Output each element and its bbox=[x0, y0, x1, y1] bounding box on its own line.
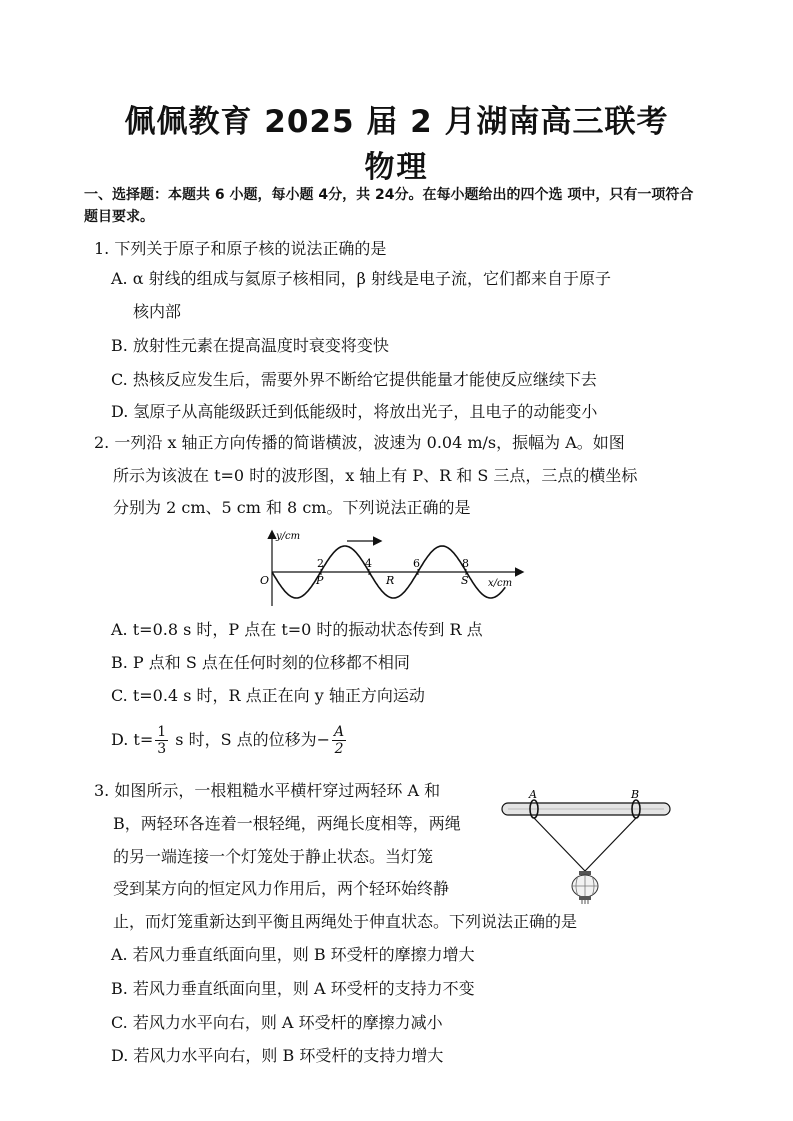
wave-figure bbox=[252, 528, 532, 612]
rope-b bbox=[585, 818, 636, 871]
q2-option-d-middle: s 时，S 点的位移为− bbox=[170, 730, 331, 749]
origin-label: O bbox=[260, 574, 270, 587]
fraction-denominator: 3 bbox=[157, 741, 167, 757]
q2-option-d-prefix: D. t= bbox=[111, 730, 154, 749]
fraction-numerator-a: A bbox=[334, 724, 345, 740]
fraction-one-third bbox=[155, 724, 168, 757]
q2-stem-line1: 2. 一列沿 x 轴正方向传播的简谐横波，波速为 0.04 m/s，振幅为 A。如图 bbox=[94, 433, 625, 452]
rope-a bbox=[534, 818, 585, 871]
q2-stem-line3: 分别为 2 cm、5 cm 和 8 cm。下列说法正确的是 bbox=[113, 498, 471, 517]
q3-stem-line5: 止，而灯笼重新达到平衡且两绳处于伸直状态。下列说法正确的是 bbox=[113, 912, 578, 931]
q1-stem: 1. 下列关于原子和原子核的说法正确的是 bbox=[94, 239, 387, 258]
q2-option-b: B. P 点和 S 点在任何时刻的位移都不相同 bbox=[111, 653, 410, 672]
q3-option-b: B. 若风力垂直纸面向里，则 A 环受杆的支持力不变 bbox=[111, 979, 475, 998]
q1-option-d: D. 氢原子从高能级跃迁到低能级时，将放出光子，且电子的动能变小 bbox=[111, 402, 598, 421]
tick-6: 6 bbox=[413, 557, 420, 570]
fraction-a-half bbox=[332, 724, 346, 757]
exam-title: 佩佩教育 2025 届 2 月湖南高三联考 bbox=[124, 104, 669, 140]
q3-option-a: A. 若风力垂直纸面向里，则 B 环受杆的摩擦力增大 bbox=[111, 945, 475, 964]
q3-stem-line4: 受到某方向的恒定风力作用后，两个轻环始终静 bbox=[113, 879, 450, 898]
q1-option-a-line1: A. α 射线的组成与氦原子核相同，β 射线是电子流，它们都来自于原子 bbox=[111, 269, 611, 288]
q3-option-d: D. 若风力水平向右，则 B 环受杆的支持力增大 bbox=[111, 1046, 444, 1065]
tick-8: 8 bbox=[462, 557, 469, 570]
lantern-figure bbox=[498, 785, 678, 905]
q1-option-a-line2: 核内部 bbox=[133, 302, 182, 321]
q3-option-c: C. 若风力水平向右，则 A 环受杆的摩擦力减小 bbox=[111, 1013, 443, 1032]
q1-option-b: B. 放射性元素在提高温度时衰变将变快 bbox=[111, 336, 389, 355]
fraction-numerator: 1 bbox=[157, 724, 167, 740]
point-r-label: R bbox=[386, 574, 395, 587]
subject-title: 物理 bbox=[364, 150, 429, 185]
y-axis-label: y/cm bbox=[276, 531, 301, 542]
ring-b-label: B bbox=[631, 788, 640, 801]
tick-2: 2 bbox=[317, 557, 324, 570]
q2-option-d bbox=[111, 722, 348, 758]
fraction-denominator-2: 2 bbox=[334, 741, 344, 757]
q2-stem-line2: 所示为该波在 t=0 时的波形图，x 轴上有 P、R 和 S 三点，三点的横坐标 bbox=[113, 466, 638, 485]
ring-a-label: A bbox=[529, 788, 537, 801]
point-p-label: P bbox=[316, 574, 324, 587]
point-s-label: S bbox=[461, 574, 469, 587]
tick-4: 4 bbox=[365, 557, 372, 570]
q3-stem-line1: 3. 如图所示，一根粗糙水平横杆穿过两轻环 A 和 bbox=[94, 781, 441, 800]
q1-option-c: C. 热核反应发生后，需要外界不断给它提供能量才能使反应继续下去 bbox=[111, 370, 597, 389]
q2-option-a: A. t=0.8 s 时，P 点在 t=0 时的振动状态传到 R 点 bbox=[111, 620, 483, 639]
lantern-icon bbox=[572, 871, 598, 904]
section-heading: 一、选择题：本题共 6 小题，每小题 4分，共 24分。在每小题给出的四个选 项中，只有一项符合题目要求。 bbox=[84, 187, 694, 225]
q3-stem-line3: 的另一端连接一个灯笼处于静止状态。当灯笼 bbox=[113, 847, 434, 866]
q2-option-c: C. t=0.4 s 时，R 点正在向 y 轴正方向运动 bbox=[111, 686, 425, 705]
x-axis-label: x/cm bbox=[488, 578, 513, 589]
q3-stem-line2: B，两轻环各连着一根轻绳，两绳长度相等，两绳 bbox=[113, 814, 461, 833]
